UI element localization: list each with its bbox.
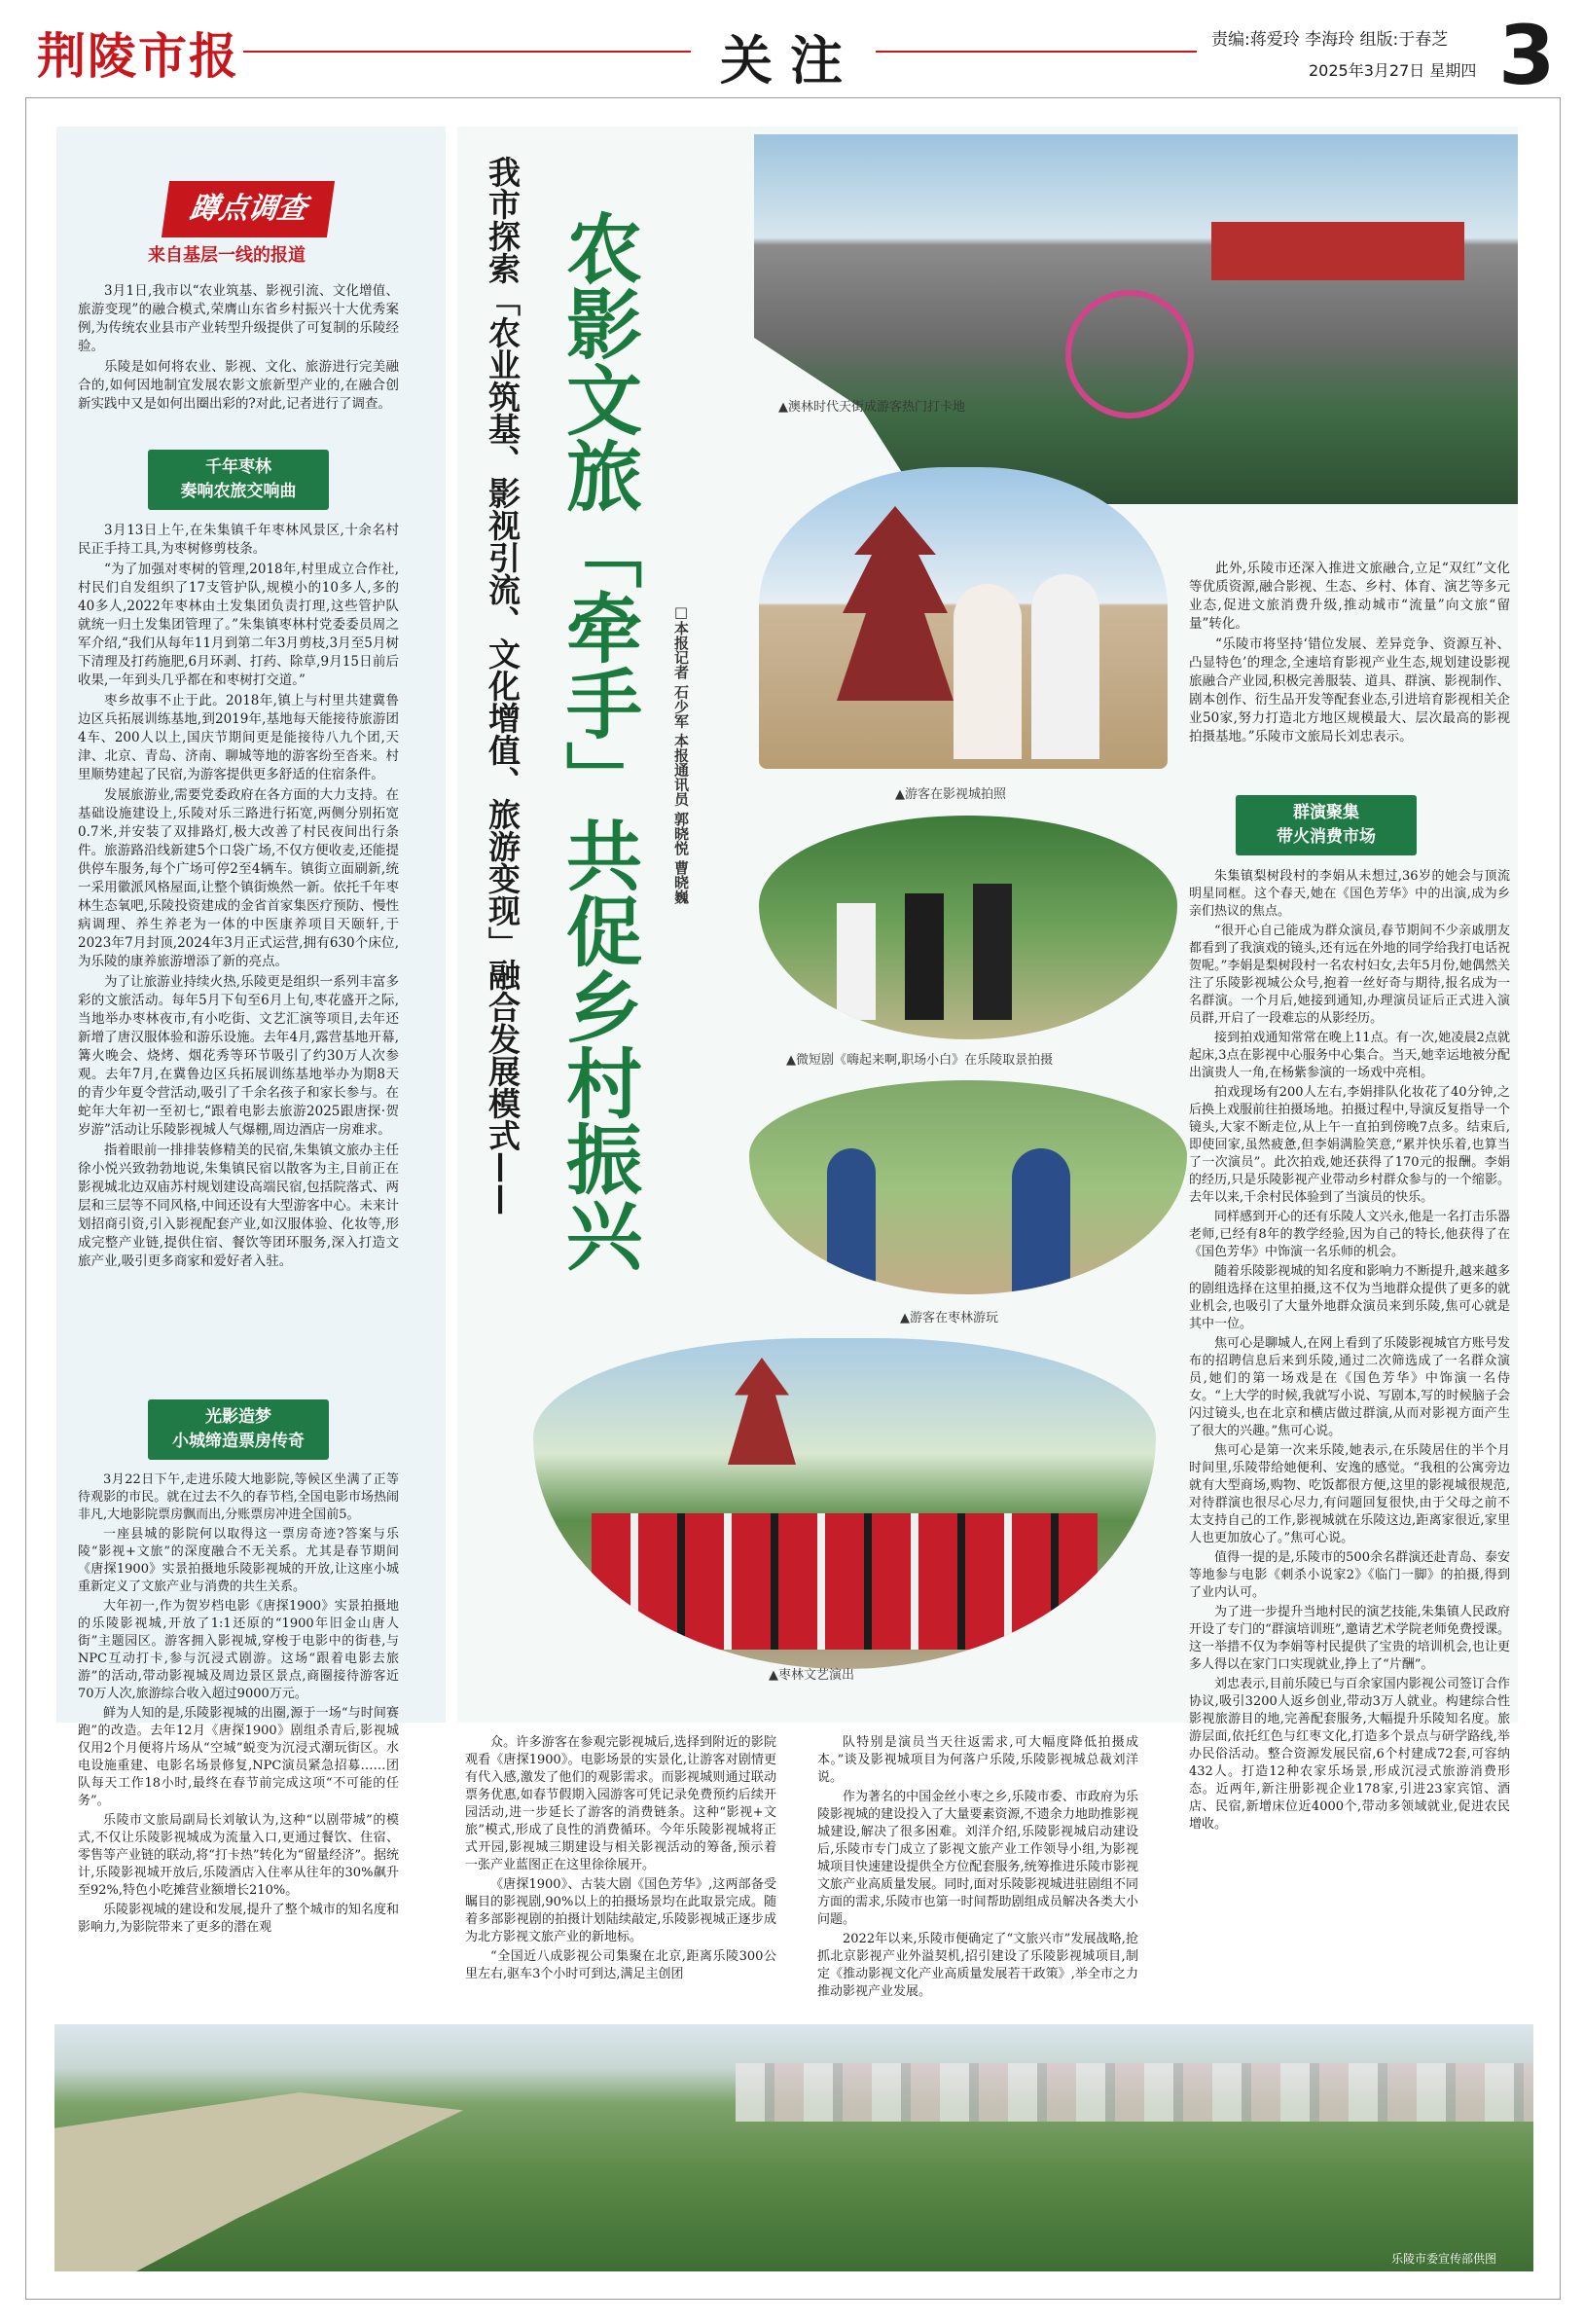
paragraph: 乐陵市文旅局副局长刘敏认为,这种“以剧带城”的模式,不仅让乐陵影视城成为流量入口,更通过餐饮、住宿、零售等产业链的联动,将“打卡热”转化为“留量经济”。据统计,乐陵影视城开放后,乐陵酒店入住率从往年的30%飙升至92%,特色小吃摊营业额增长210%。 <box>78 1813 399 1898</box>
ferris-wheel-shape <box>1065 290 1194 418</box>
pavilion-shape <box>728 1358 796 1465</box>
masthead-rule-right <box>876 51 1197 53</box>
subhead-date-forest <box>148 450 329 510</box>
paragraph: 同样感到开心的还有乐陵人文兴永,他是一名打击乐器老师,已经有8年的教学经验,因为自己的特长,他获得了在《国色芳华》中饰演一名乐师的机会。 <box>1189 1210 1510 1259</box>
paragraph: “很开心自己能成为群众演员,春节期间不少亲戚朋友都看到了我演戏的镜头,还有远在外地的同学给我打电话祝贺呢。”李娟是梨树段村一名农村妇女,去年5月份,她偶然关注了乐陵影视城公众号,抱着一丝好奇与期待,报名成为一名群演。一个月后,她接到通知,办理演员证后正式进入演员群,开启了一段难忘的从影经历。 <box>1189 924 1510 1026</box>
aerial-panorama-photo <box>54 2024 1533 2271</box>
middle-column-1 <box>465 1734 776 1985</box>
subhead-film-dream <box>148 1399 329 1460</box>
subhead-line: 群演聚集 <box>1293 803 1359 822</box>
paragraph: 此外,乐陵市还深入推进文旅融合,立足“双红”文化等优质资源,融合影视、生态、乡村、体育、演艺等多元业态,促进文旅消费升级,推动城市“流量”向文旅“留量”转化。 <box>1189 561 1510 632</box>
paragraph: 焦可心是聊城人,在网上看到了乐陵影视城官方账号发布的招聘信息后来到乐陵,通过二次筛选成了一名群众演员,她们的第一场戏是在《国色芳华》中饰演一名侍女。“上大学的时候,我就写小说、写剧本,写的时候脑子会闪过镜头,也在北京和横店做过群演,从而对影视方面产生了很大的兴趣。”焦可心说。 <box>1189 1336 1510 1438</box>
section3-text <box>1189 868 1510 1835</box>
person-shape <box>827 1148 876 1294</box>
building-shape <box>1211 222 1464 280</box>
paragraph: 焦可心是第一次来乐陵,她表示,在乐陵居住的半个月时间里,乐陵带给她便利、安逸的感觉。“我租的公寓旁边就有大型商场,购物、吃饭都很方便,这里的影视城很规范,对待群演也很尽心尽力,有问题回复很快,由于父母之前不太支持自己的工作,影视城就在乐陵这边,距离家很近,家里人也更加放心了。”焦可心说。 <box>1189 1443 1510 1545</box>
paragraph: 一座县城的影院何以取得这一票房奇迹?答案与乐陵“影视+文旅”的深度融合不无关系。尤其是春节期间《唐探1900》实景拍摄地乐陵影视城的开放,让这座小城重新定义了文旅产业与消费的共生关系。 <box>78 1527 399 1594</box>
column-badge: 蹲点调查 <box>162 181 335 237</box>
pagoda-shape <box>837 506 954 701</box>
caption-film-city: ▲游客在影视城拍照 <box>895 787 1006 802</box>
newspaper-logo: 荆陵市报 <box>37 27 239 85</box>
paragraph: 众。许多游客在参观完影视城后,选择到附近的影院观看《唐探1900》。电影场景的实景化,让游客对剧情更有代入感,激发了他们的观影需求。而影视城则通过联动票务优惠,如春节假期入园游客可凭记录免费预约后续开园活动,进一步延长了游客的消费链条。这种“影视+文旅”模式,形成了良性的消费循环。今年乐陵影视城将正式开园,影视城三期建设与相关影视活动的筹备,预示着一张产业蓝图正在这里徐徐展开。 <box>465 1735 776 1872</box>
caption-forest: ▲游客在枣林游玩 <box>900 1311 998 1325</box>
paragraph: 3月1日,我市以“农业筑基、影视引流、文化增值、旅游变现”的融合模式,荣膺山东省乡村振兴十大优秀案例,为传统农业县市产业转型升级提供了可复制的乐陵经验。 <box>78 283 399 354</box>
paragraph: 发展旅游业,需要党委政府在各方面的大力支持。在基础设施建设上,乐陵对乐三路进行拓宽,两侧分别拓宽0.7米,并安装了双排路灯,极大改善了村民夜间出行条件。旅游路沿线新建5个口袋广场,不仅方便收麦,还能提供停车服务,每个广场可停2至4辆车。镇街立面刷新,统一采用徽派风格屋面,让整个镇街焕然一新。依托千年枣林生态氧吧,乐陵投资建成的金省首家集医疗预防、慢性病调理、养生养老为一体的中医康养项目天颐轩,于2023年7月封顶,2024年3月正式运营,拥有630个床位,为乐陵的康养旅游增添了新的亮点。 <box>78 787 399 969</box>
paragraph: 作为著名的中国金丝小枣之乡,乐陵市委、市政府为乐陵影视城的建设投入了大量要素资源,不遗余力地助推影视城建设,解决了很多困难。刘洋介绍,乐陵影视城启动建设后,乐陵市专门成立了影视文旅产业工作领导小组,为影视城项目快速建设提供全方位配套服务,统筹推进乐陵市影视文旅产业高质量发展。同时,面对乐陵影视城进驻剧组不同方面的需求,乐陵市也第一时间帮助剧组成员解决各类大小问题。 <box>817 1790 1138 1927</box>
paragraph: 枣乡故事不止于此。2018年,镇上与村里共建冀鲁边区兵拓展训练基地,到2019年,基地每天能接待旅游团4车、200人以上,国庆节期间更是能接待八九个团,天津、北京、青岛、济南、聊城等地的游客纷至沓来。村里顺势建起了民宿,为游客提供更多舒适的住宿条件。 <box>78 693 399 782</box>
paragraph: “为了加强对枣树的管理,2018年,村里成立合作社,村民们自发组织了17支管护队,规模小的10多人,多的40多人,2022年枣林由土发集团负责打理,这些管护队就统一归土发集团管理了。”朱集镇枣林村党委委员周之军介绍,“我们从每年11月到第二年3月剪枝,3月至5月树下清理及打药施肥,6月环剥、打药、除草,9月15日前后收果,一年到头几乎都在和枣树打交道。” <box>78 562 399 688</box>
paragraph: 随着乐陵影视城的知名度和影响力不断提升,越来越多的剧组选择在这里拍摄,这不仅为当地群众提供了更多的就业机会,也吸引了大量外地群众演员来到乐陵,焦可心就是其中一位。 <box>1189 1264 1510 1331</box>
paragraph: 刘忠表示,目前乐陵已与百余家国内影视公司签订合作协议,吸引3200人返乡创业,带动3万人就业。构建综合性影视旅游目的地,完善配套服务,大幅提升乐陵知名度。旅游层面,依托红色与红枣文化,打造多个景点与研学路线,举办民俗活动。整合资源发展民宿,6个村建成72套,可容纳432人。打造12种农家乐场景,形成沉浸式旅游消费形态。近两年,新注册影视企业178家,引进23家宾馆、酒店、民宿,新增床位近4000个,带动多领域就业,促进农民增收。 <box>1189 1677 1510 1832</box>
paragraph: 为了让旅游业持续火热,乐陵更是组织一系列丰富多彩的文旅活动。每年5月下旬至6月上旬,枣花盛开之际,当地举办枣林夜市,有小吃街、文艺汇演等项目,去年还新增了唐汉服体验和游乐设施。去年4月,露营基地开幕,篝火晚会、烧烤、烟花秀等环节吸引了约30万人次参观。去年7月,在冀鲁边区兵拓展训练基地举办为期8天的青少年夏令营活动,吸引了千余名孩子和家长参与。在蛇年大年初一至初七,“跟着电影去旅游2025跟唐探·贺岁游”活动让乐陵影视城人气爆棚,周边酒店一房难求。 <box>78 974 399 1138</box>
person-shape <box>905 893 944 1020</box>
river-shape <box>54 2092 463 2271</box>
paragraph: 队特别是演员当天往返需求,可大幅度降低拍摄成本。”谈及影视城项目为何落户乐陵,乐陵影视城总裁刘洋说。 <box>817 1735 1138 1785</box>
pagoda-photo <box>759 467 1168 769</box>
person-shape <box>973 884 1012 1020</box>
paragraph: 朱集镇梨树段村的李娟从未想过,36岁的她会与顶流明星同框。这个春天,她在《国色芳华》中的出演,成为乡亲们热议的焦点。 <box>1189 869 1510 919</box>
subhead-line: 小城缔造票房传奇 <box>172 1432 305 1451</box>
policy-text <box>1189 560 1510 748</box>
performers-shape <box>592 1513 1098 1650</box>
paragraph: 乐陵影视城的建设和发展,提升了整个城市的知名度和影响力,为影院带来了更多的潜在观 <box>78 1903 399 1935</box>
paragraph: “乐陵市将坚持‘错位发展、差异竞争、资源互补、凸显特色’的理念,全速培育影视产业生态,规划建设影视旅融合产业园,积极完善服装、道具、群演、影视制作、剧本创作、衍生品开发等配套业态,引进培育影视相关企业50家,努力打造北方地区规模最大、层次最高的影视拍摄基地。”乐陵市文旅局长刘忠表示。 <box>1189 636 1510 744</box>
paragraph: 大年初一,作为贺岁档电影《唐探1900》实景拍摄地的乐陵影视城,开放了1:1还原的“1900年旧金山唐人街”主题园区。游客拥入影视城,穿梭于电影中的街巷,与NPC互动打卡,参与沉浸式剧游。这场“跟着电影去旅游”的活动,带动影视城及周边景区景点,商圈接待游客近70万人次,旅游综合收入超过9000万元。 <box>78 1599 399 1701</box>
performance-photo <box>533 1338 1156 1669</box>
subhead-line: 奏响农旅交响曲 <box>180 482 297 501</box>
paragraph: 乐陵是如何将农业、影视、文化、旅游进行完美融合的,如何因地制宜发展农影文旅新型产业的,在融合创新实践中又是如何出圈出彩的?对此,记者进行了调查。 <box>78 359 399 412</box>
section2-text <box>78 1471 399 1939</box>
main-headline: 农影文旅「牵手」共促乡村振兴 <box>554 209 641 1272</box>
paragraph: 接到拍戏通知常常在晚上11点。有一次,她凌晨2点就起床,3点在影视中心服务中心集合。当天,她幸运地被分配出演贵人一角,在杨紫参演的一场戏中亮相。 <box>1189 1031 1510 1080</box>
section-title: 关注 <box>720 30 860 91</box>
byline: □本报记者 石少军 本报通讯员 郭晓悦 曹晓巍 <box>672 603 690 904</box>
page-number: 3 <box>1498 8 1556 103</box>
section1-text <box>78 522 399 1273</box>
person-shape <box>837 903 876 1020</box>
editor-credits: 责编:蒋爱玲 李海玲 组版:于春芝 <box>1211 30 1449 50</box>
paragraph: 拍戏现场有200人左右,李娟排队化妆花了40分钟,之后换上戏服前往拍摄场地。拍摄过程中,导演反复指导一个镜头,大家不断走位,从上午一直拍到傍晚7点多。结束后,即使回家,虽然疲惫,但李娟满脸笑意,“累并快乐着,也算当了一次演员”。此次拍戏,她还获得了170元的报酬。李娟的经历,只是乐陵影视产业带动乡村群众参与的一个缩影。去年以来,千余村民体验到了当演员的快乐。 <box>1189 1085 1510 1205</box>
person-shape <box>954 584 1022 759</box>
intro-text <box>78 282 399 416</box>
town-shape <box>736 2063 1533 2122</box>
person-shape <box>1012 1148 1070 1294</box>
sub-headline: 我市探索「农业筑基、影视引流、文化增值、旅游变现」融合发展模式—— <box>484 156 522 1216</box>
column-badge-subtitle: 来自基层一线的报道 <box>148 245 306 266</box>
person-shape <box>1031 574 1099 759</box>
masthead-rule-left <box>243 51 691 53</box>
subhead-line: 光影造梦 <box>205 1407 271 1427</box>
caption-drama: ▲微短剧《嗨起来啊,职场小白》在乐陵取景拍摄 <box>786 1053 1054 1068</box>
paragraph: 指着眼前一排排装修精美的民宿,朱集镇文旅办主任徐小悦兴致勃勃地说,朱集镇民宿以散客为主,目前正在影视城北边双庙苏村规划建设高端民宿,包括院落式、两层和三层等不同风格,中间还设有大型游客中心。未来计划招商引资,引入影视配套产业,如汉服体验、化妆等,形成完整产业链,提供住宿、餐饮等团环服务,深入打造文旅产业,吸引更多商家和爱好者入驻。 <box>78 1143 399 1269</box>
paragraph: “全国近八成影视公司集聚在北京,距离乐陵300公里左右,驱车3个小时可到达,满足主创团 <box>465 1949 776 1981</box>
subhead-line: 带火消费市场 <box>1277 827 1376 847</box>
caption-street: ▲澳林时代天街成游客热门打卡地 <box>778 400 965 415</box>
paragraph: 3月13日上午,在朱集镇千年枣林风景区,十余名村民正手持工具,为枣树修剪枝条。 <box>78 523 399 557</box>
paragraph: 值得一提的是,乐陵市的500余名群演还赴青岛、泰安等地参与电影《刺杀小说家2》《临门一脚》的拍摄,得到了业内认可。 <box>1189 1550 1510 1600</box>
paragraph: 为了进一步提升当地村民的演艺技能,朱集镇人民政府开设了专门的“群演培训班”,邀请艺术学院老师免费授课。这一举措不仅为李娟等村民提供了宝贵的培训机会,也让更多人得以在家门口实现就业,挣上了“片酬”。 <box>1189 1605 1510 1672</box>
paragraph: 3月22日下午,走进乐陵大地影院,等候区坐满了正等待观影的市民。就在过去不久的春节档,全国电影市场热闹非凡,大地影院票房飘而出,分账票房冲进全国前5。 <box>78 1472 399 1522</box>
photo-credit: 乐陵市委宣传部供图 <box>1391 2252 1497 2266</box>
paragraph: 《唐探1900》、古装大剧《国色芳华》,这两部备受瞩目的影视剧,90%以上的拍摄场景均在此取景完成。随着多部影视剧的拍摄计划陆续敲定,乐陵影视城正逐步成为北方影视文旅产业的新地标。 <box>465 1877 776 1944</box>
subhead-extras <box>1236 795 1417 855</box>
subhead-line: 千年枣林 <box>205 457 271 477</box>
issue-date: 2025年3月27日 星期四 <box>1309 61 1477 80</box>
paragraph: 鲜为人知的是,乐陵影视城的出圈,源于一场“与时间赛跑”的改造。去年12月《唐探1900》剧组杀青后,影视城仅用2个月便将片场从“空城”蜕变为沉浸式潮玩街区。水电设施重建、电影名场景修复,NPC演员紧急招募……团队每天工作18小时,最终在春节前完成这项“不可能的任务”。 <box>78 1706 399 1808</box>
middle-column-2 <box>817 1734 1138 2003</box>
paragraph: 2022年以来,乐陵市便确定了“文旅兴市”发展战略,抢抓北京影视产业外溢契机,招引建设了乐陵影视城项目,制定《推动影视文化产业高质量发展若干政策》,举全市之力推动影视产业发展。 <box>817 1932 1138 1999</box>
caption-performance: ▲枣林文艺演出 <box>769 1668 854 1683</box>
